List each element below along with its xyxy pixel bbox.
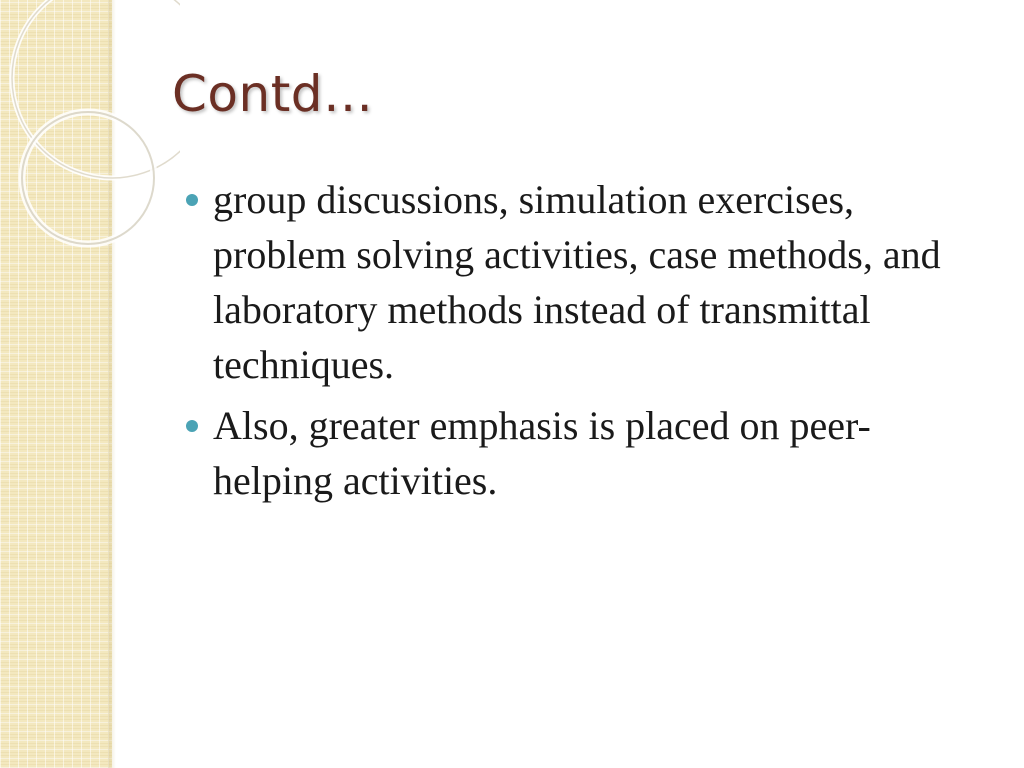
- bullet-item: [186, 398, 986, 508]
- bullet-text: group discussions, simulation exercises, problem solving activities, case methods, and laboratory methods instead of transmittal techniques.: [213, 177, 941, 387]
- bullet-item: [186, 172, 986, 392]
- ring-ornament-icon: [0, 0, 180, 300]
- slide-title: Contd…: [172, 65, 374, 123]
- bullet-list: [186, 172, 986, 514]
- bullet-dot-icon: [186, 194, 198, 206]
- bullet-dot-icon: [186, 420, 198, 432]
- bullet-text: Also, greater emphasis is placed on peer-helping activities.: [213, 403, 871, 503]
